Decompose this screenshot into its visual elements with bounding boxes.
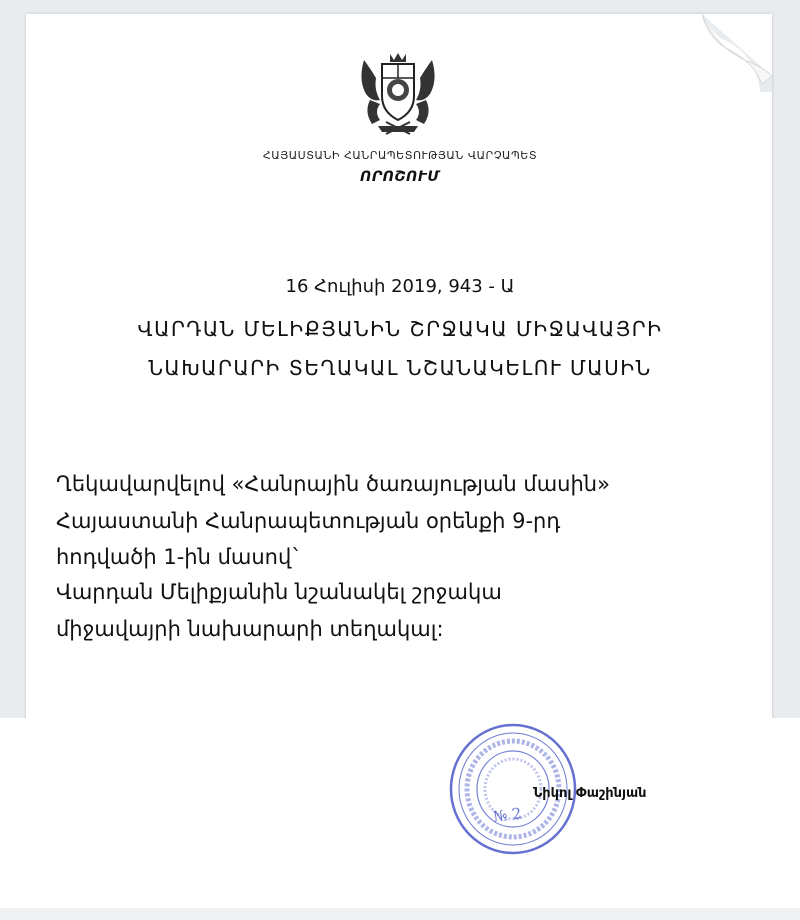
page-curl bbox=[702, 14, 772, 92]
body-text-line: Վարդան Մելիքյանին նշանակել շրջակա bbox=[56, 580, 502, 604]
signer-name: Նիկոլ Փաշինյան bbox=[533, 786, 647, 801]
date-number: 16 Հուլիսի 2019, 943 - Ա bbox=[285, 276, 515, 297]
coat-of-arms-icon bbox=[356, 50, 440, 136]
bottom-bar bbox=[0, 908, 800, 920]
body-text-line: Հայաստանի Հանրապետության օրենքի 9-րդ bbox=[56, 509, 561, 533]
body-text-line: Ղեկավարվելով «Հանրային ծառայության մասին» bbox=[56, 472, 610, 496]
decree-title-line: ՎԱՐԴԱՆ ՄԵԼԻՔՅԱՆԻՆ ՇՐՋԱԿԱ ՄԻՋԱՎԱՅՐԻ bbox=[137, 317, 663, 341]
decree-label: ՈՐՈՇՈՒՄ bbox=[359, 169, 441, 185]
decree-title-line: ՆԱԽԱՐԱՐԻ ՏԵՂԱԿԱԼ ՆՇԱՆԱԿԵԼՈՒ ՄԱՍԻՆ bbox=[148, 356, 652, 380]
body-text-line: միջավայրի նախարարի տեղակալ: bbox=[56, 617, 444, 641]
government-header: ՀԱՅԱՍՏԱՆԻ ՀԱՆՐԱՊԵՏՈՒԹՅԱՆ ՎԱՐՉԱՊԵՏ bbox=[262, 149, 538, 162]
stamp-number: № 2 bbox=[491, 804, 523, 826]
body-text-line: հոդվածի 1-ին մասով` bbox=[56, 545, 302, 569]
signature-area bbox=[0, 718, 800, 908]
